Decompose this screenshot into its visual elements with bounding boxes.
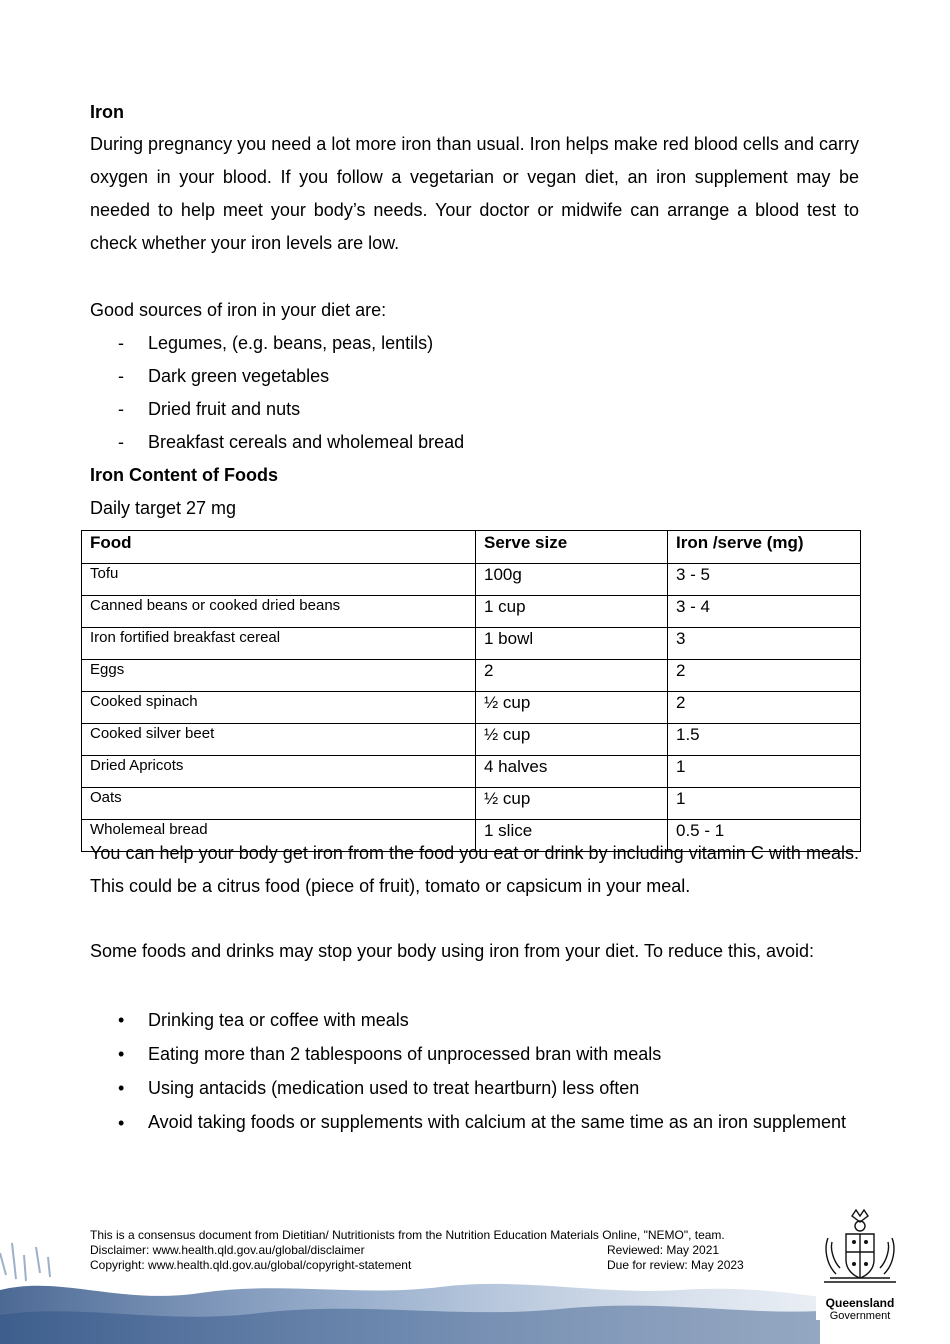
serve-size-cell: 2: [476, 660, 668, 692]
table-row: [82, 788, 861, 820]
serve-size-cell: ½ cup: [476, 724, 668, 756]
list-item: Dried fruit and nuts: [148, 399, 301, 419]
table-title: Iron Content of Foods: [90, 465, 278, 485]
iron-cell: 0.5 - 1: [668, 820, 861, 852]
table-row: [82, 596, 861, 628]
food-cell: Canned beans or cooked dried beans: [82, 596, 476, 628]
vitamin-c-paragraph: You can help your body get iron from the food you eat or drink by including vitamin C with meals. This could be a citrus food (piece of fruit), tomato or capsicum in your meal.: [90, 843, 859, 896]
column-header-serve-size: Serve size: [476, 531, 668, 564]
queensland-government-logo: [816, 1208, 904, 1320]
sources-intro: Good sources of iron in your diet are:: [90, 300, 387, 320]
list-item: Legumes, (e.g. beans, peas, lentils): [148, 333, 434, 353]
food-cell: Eggs: [82, 660, 476, 692]
table-header-row: [82, 531, 861, 564]
list-dash: -: [118, 366, 124, 386]
food-cell: Cooked spinach: [82, 692, 476, 724]
iron-cell: 1.5: [668, 724, 861, 756]
list-item: Breakfast cereals and wholemeal bread: [148, 432, 465, 452]
bullet-icon: •: [118, 1113, 125, 1133]
footer-due-for-review: Due for review: May 2023: [607, 1258, 744, 1272]
iron-cell: 3: [668, 628, 861, 660]
iron-cell: 1: [668, 788, 861, 820]
table-row: [82, 628, 861, 660]
logo-line-government: Government: [829, 1310, 891, 1322]
food-cell: Tofu: [82, 564, 476, 596]
food-cell: Oats: [82, 788, 476, 820]
intro-paragraph: During pregnancy you need a lot more iron than usual. Iron helps make red blood cells and carry oxygen in your blood. If you follow a vegetarian or vegan diet, an iron supplement may be needed to help meet your body’s needs. Your doctor or midwife can arrange a blood test to check whether your iron levels are low.: [90, 134, 859, 253]
list-item: Avoid taking foods or supplements with calcium at the same time as an iron supplement: [148, 1112, 847, 1132]
serve-size-cell: ½ cup: [476, 788, 668, 820]
iron-content-table: [81, 530, 861, 852]
footer-copyright: Copyright: www.health.qld.gov.au/global/copyright-statement: [90, 1258, 412, 1272]
list-item: Drinking tea or coffee with meals: [148, 1010, 409, 1030]
logo-line-queensland: Queensland: [825, 1296, 895, 1310]
food-cell: Dried Apricots: [82, 756, 476, 788]
footer-disclaimer: Disclaimer: www.health.qld.gov.au/global/disclaimer: [90, 1243, 365, 1257]
list-item: Eating more than 2 tablespoons of unprocessed bran with meals: [148, 1044, 662, 1064]
bullet-icon: •: [118, 1010, 125, 1030]
list-dash: -: [118, 399, 124, 419]
bullet-icon: •: [118, 1078, 125, 1098]
iron-cell: 3 - 4: [668, 596, 861, 628]
footer-consensus: This is a consensus document from Dietitian/ Nutritionists from the Nutrition Education Materials Online, "NEMO", team.: [90, 1228, 725, 1242]
column-header-iron: Iron /serve (mg): [668, 531, 861, 564]
table-row: [82, 564, 861, 596]
bullet-icon: •: [118, 1044, 125, 1064]
section-heading-iron: Iron: [90, 102, 124, 122]
table-row: [82, 660, 861, 692]
iron-cell: 1: [668, 756, 861, 788]
serve-size-cell: 1 slice: [476, 820, 668, 852]
avoid-intro-paragraph: Some foods and drinks may stop your body using iron from your diet. To reduce this, avoid:: [90, 941, 815, 961]
daily-target: Daily target 27 mg: [90, 498, 237, 518]
food-cell: Cooked silver beet: [82, 724, 476, 756]
table-row: [82, 692, 861, 724]
serve-size-cell: ½ cup: [476, 692, 668, 724]
coat-of-arms-icon: [816, 1208, 904, 1292]
list-item: Using antacids (medication used to treat heartburn) less often: [148, 1078, 640, 1098]
column-header-food: Food: [82, 531, 476, 564]
iron-cell: 2: [668, 692, 861, 724]
food-cell: Wholemeal bread: [82, 820, 476, 852]
list-item: Dark green vegetables: [148, 366, 330, 386]
list-dash: -: [118, 432, 124, 452]
serve-size-cell: 4 halves: [476, 756, 668, 788]
iron-cell: 3 - 5: [668, 564, 861, 596]
serve-size-cell: 100g: [476, 564, 668, 596]
table-row: [82, 724, 861, 756]
food-cell: Iron fortified breakfast cereal: [82, 628, 476, 660]
iron-cell: 2: [668, 660, 861, 692]
serve-size-cell: 1 cup: [476, 596, 668, 628]
serve-size-cell: 1 bowl: [476, 628, 668, 660]
footer-reviewed: Reviewed: May 2021: [607, 1243, 720, 1257]
table-row: [82, 756, 861, 788]
list-dash: -: [118, 333, 124, 353]
